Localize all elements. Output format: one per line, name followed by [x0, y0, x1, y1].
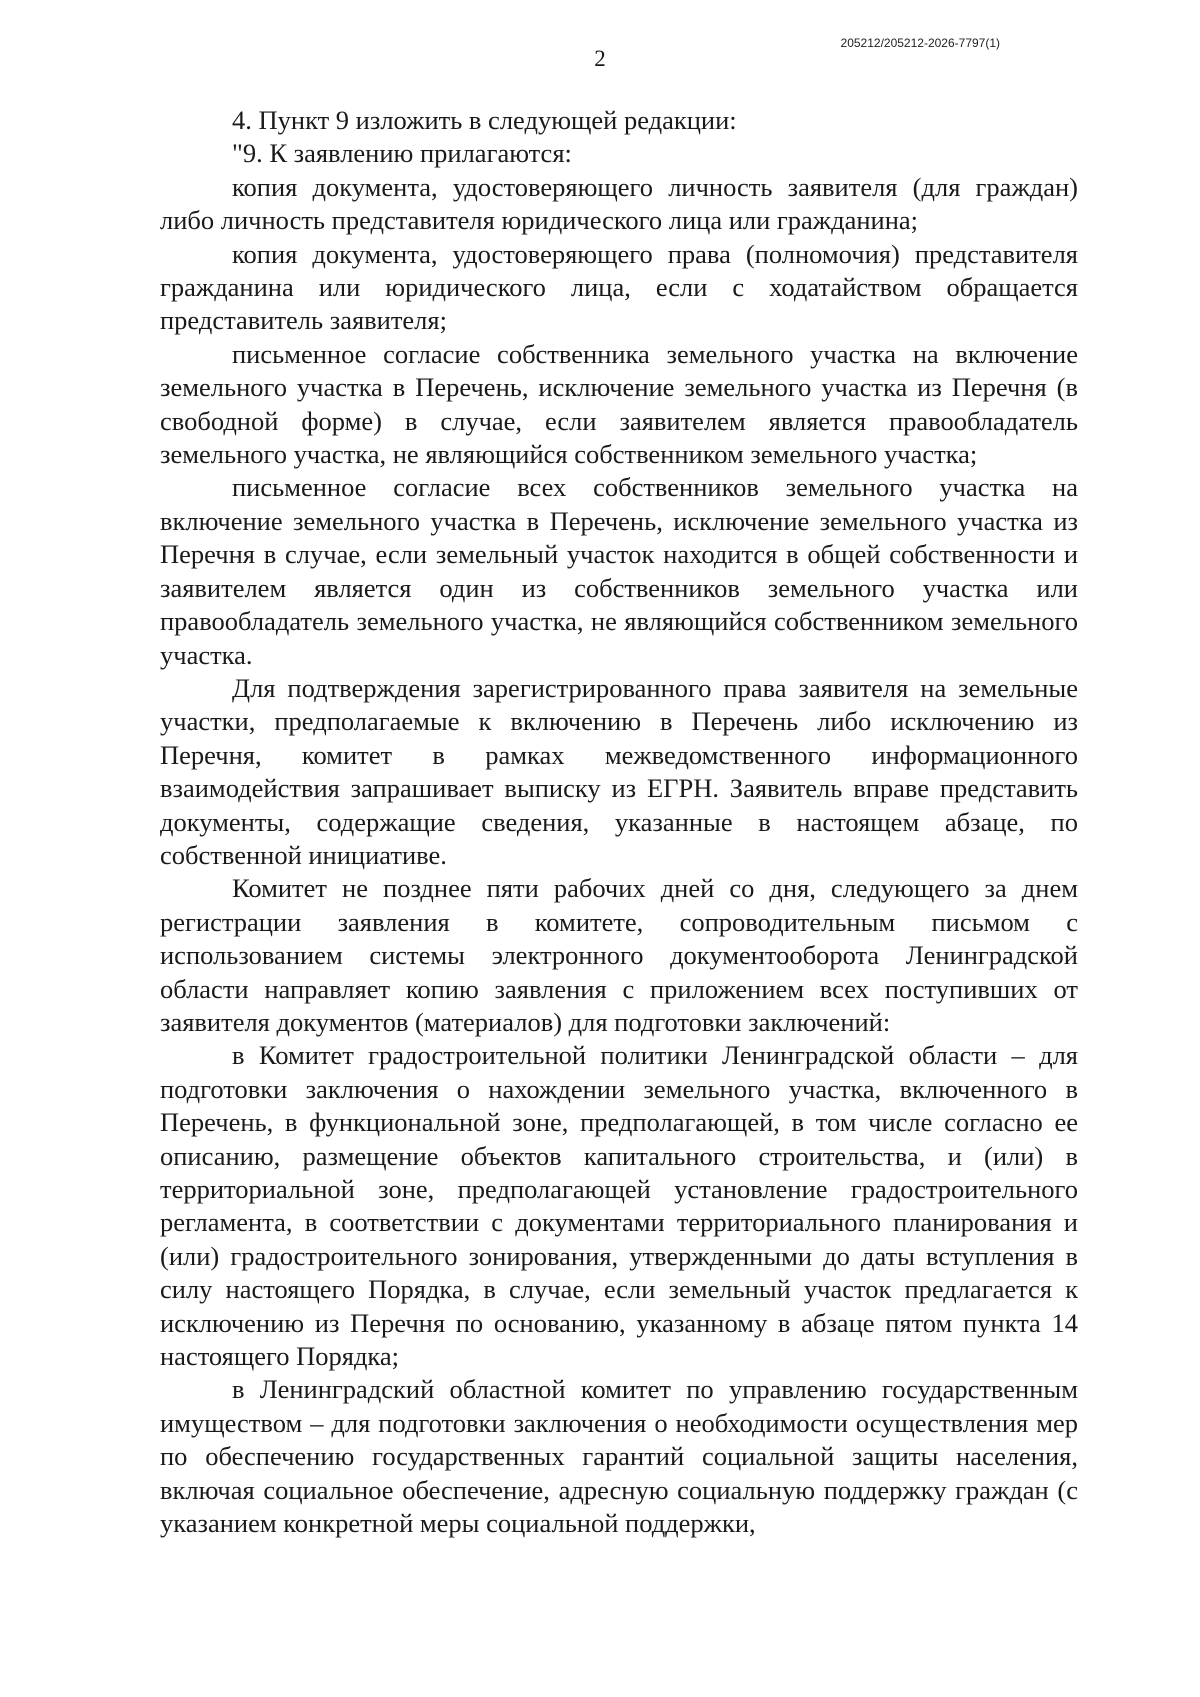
- paragraph: копия документа, удостоверяющего личность заявителя (для граждан) либо личность представителя юридического лица или гражданина;: [160, 171, 1078, 236]
- paragraph: Комитет не позднее пяти рабочих дней со дня, следующего за днем регистрации заявления в комитете, сопроводительным письмом с использованием системы электронного документооборота Ленинградской области направляет копию заявления с приложением всех поступивших от заявителя документов (материалов) для подготовки заключений:: [160, 873, 1078, 1037]
- document-body: [160, 104, 1078, 1540]
- paragraph: письменное согласие всех собственников земельного участка на включение земельного участка в Перечень, исключение земельного участка из Перечня в случае, если земельный участок находится в общей собственности и заявителем является один из собственников земельного участка или правообладатель земельного участка, не являющийся собственником земельного участка.: [160, 472, 1078, 670]
- paragraph: в Комитет градостроительной политики Ленинградской области – для подготовки заключения о нахождении земельного участка, включенного в Перечень, в функциональной зоне, предполагающей, в том числе согласно ее описанию, размещение объектов капитального строительства, и (или) в территориальной зоне, предполагающей установление градостроительного регламента, в соответствии с документами территориального планирования и (или) градостроительного зонирования, утвержденными до даты вступления в силу настоящего Порядка, в случае, если земельный участок предлагается к исключению из Перечня по основанию, указанному в абзаце пятом пункта 14 настоящего Порядка;: [160, 1040, 1078, 1372]
- paragraph: копия документа, удостоверяющего права (полномочия) представителя гражданина или юридического лица, если с ходатайством обращается представитель заявителя;: [160, 238, 1078, 336]
- paragraph: 4. Пункт 9 изложить в следующей редакции:: [232, 105, 737, 135]
- page-number: 2: [594, 46, 606, 71]
- paragraph: Для подтверждения зарегистрированного права заявителя на земельные участки, предполагаемые к включению в Перечень либо исключению из Перечня, комитет в рамках межведомственного информационного взаимодействия запрашивает выписку из ЕГРН. Заявитель вправе представить документы, содержащие сведения, указанные в настоящем абзаце, по собственной инициативе.: [160, 672, 1078, 870]
- paragraph: письменное согласие собственника земельного участка на включение земельного участка в Перечень, исключение земельного участка из Перечня (в свободной форме) в случае, если заявителем является правообладатель земельного участка, не являющийся собственником земельного участка;: [160, 338, 1078, 470]
- paragraph: "9. К заявлению прилагаются:: [232, 138, 572, 169]
- paragraph: в Ленинградский областной комитет по управлению государственным имуществом – для подготовки заключения о необходимости осуществления мер по обеспечению государственных гарантий социальной защиты населения, включая социальное обеспечение, адресную социальную поддержку граждан (с указанием конкретной меры социальной поддержки,: [160, 1374, 1078, 1539]
- document-registration-number: 205212/205212-2026-7797(1): [840, 36, 1000, 50]
